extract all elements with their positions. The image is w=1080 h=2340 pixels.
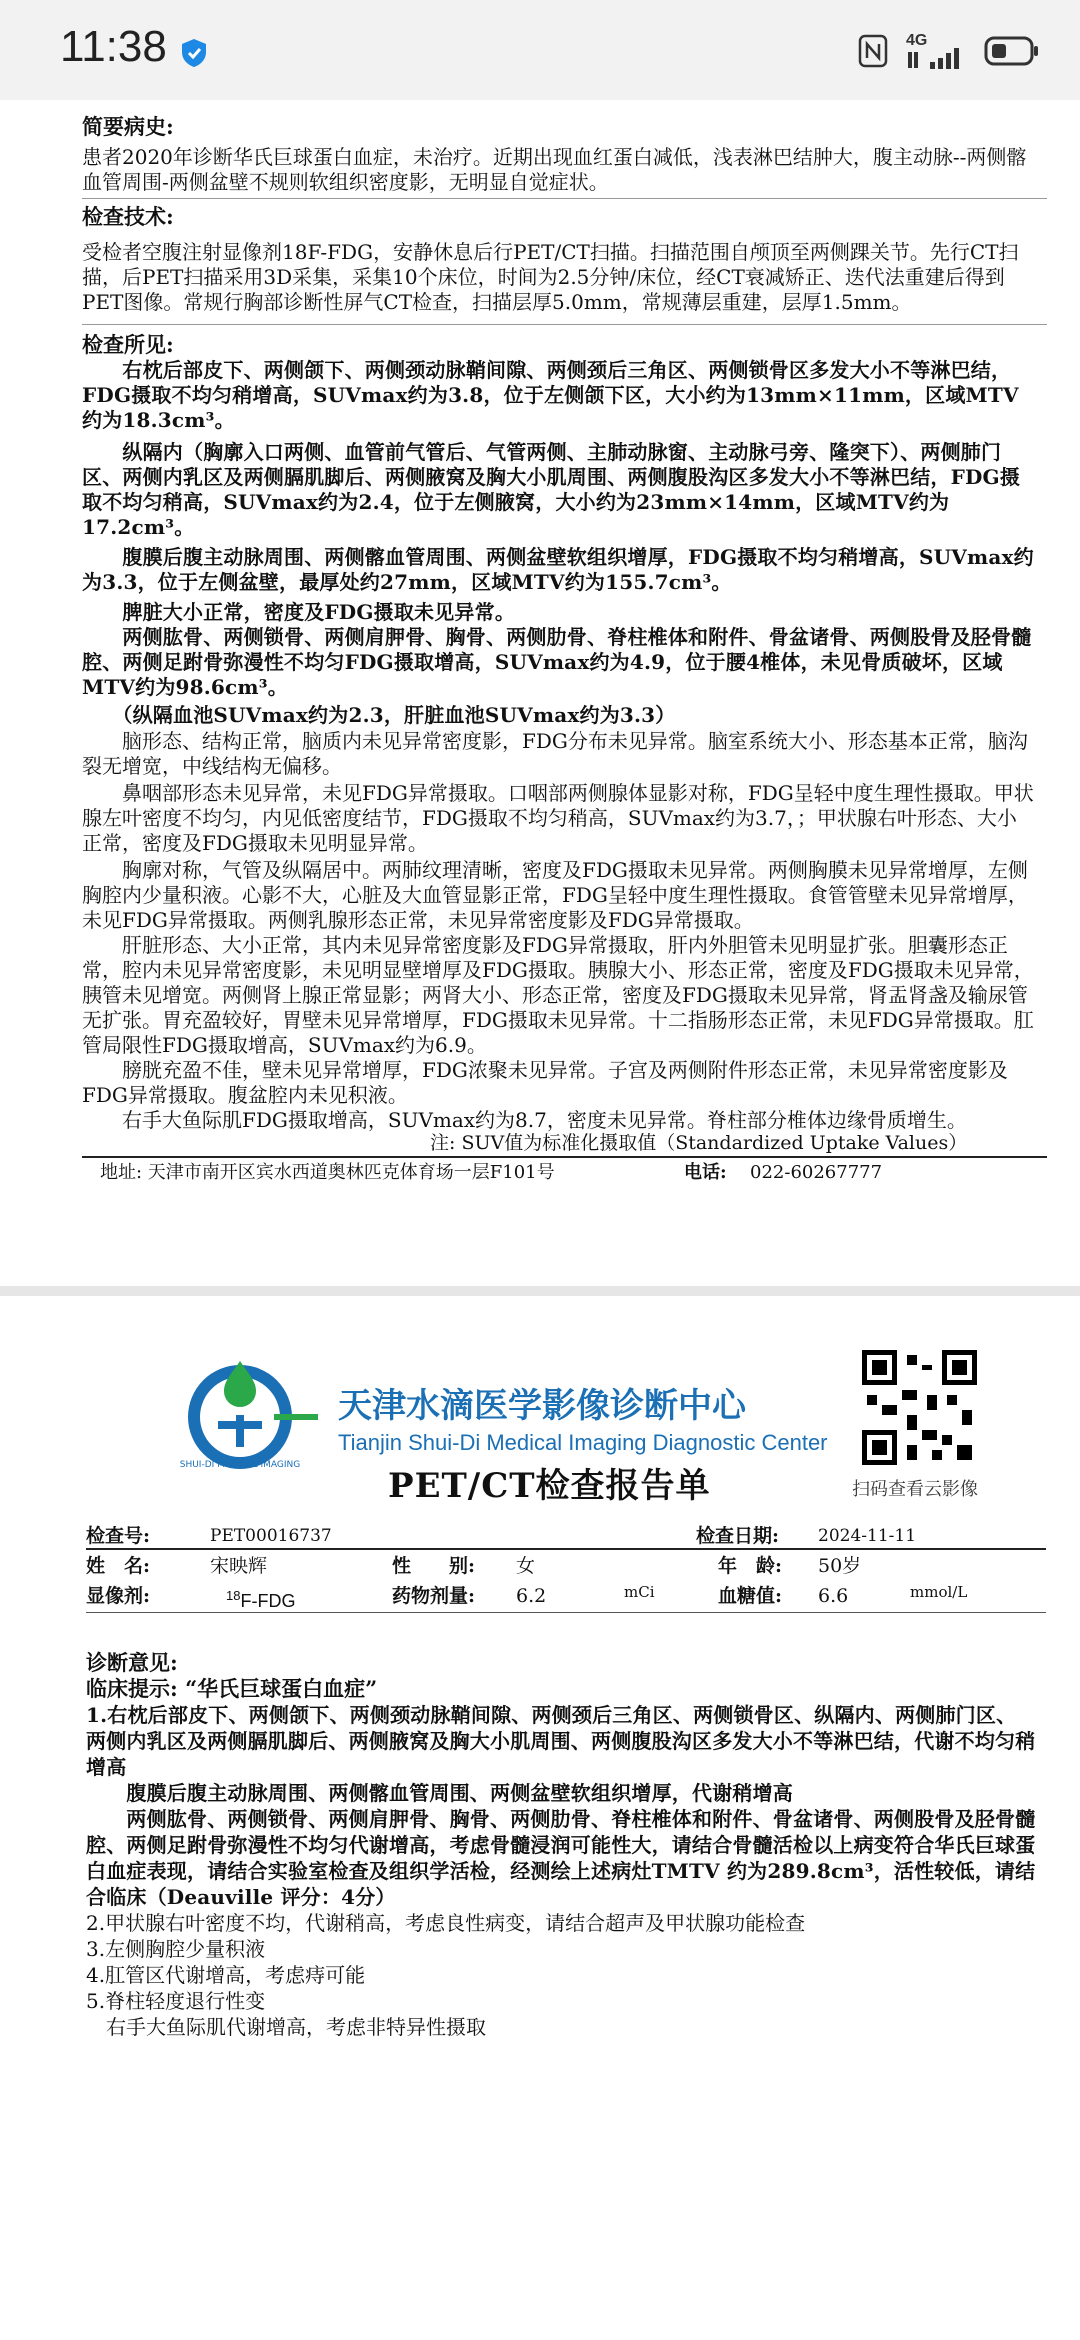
diagnosis-1-bone: 两侧肱骨、两侧锁骨、两侧肩胛骨、胸骨、两侧肋骨、脊柱椎体和附件、骨盆诸骨、两侧股骨及胫骨髓腔、两侧足跗骨弥漫性不均匀代谢增高，考虑骨髓浸润可能性大，请结合骨髓活检以上病变符合华氏巨球蛋白血症表现，请结合实验室检查及组织学活检，经测绘上述病灶TMTV 约为289.8cm³，活性较低，请结合临床（Deauville 评分：4分） [86, 1807, 1036, 1909]
tracer-name: F-FDG [240, 1591, 296, 1611]
address: 地址: 天津市南开区宾水西道奥林匹克体育场一层F101号 [100, 1162, 555, 1183]
exam-date-label: 检查日期: [696, 1525, 780, 1547]
phone-label: 电话: [684, 1162, 727, 1183]
history-text: 患者2020年诊断华氏巨球蛋白血症，未治疗。近期出现血红蛋白减低，浅表淋巴结肿大，腹主动脉--两侧髂血管周围-两侧盆壁不规则软组织密度影，无明显自觉症状。 [82, 145, 1027, 194]
normal-abdomen: 肝脏形态、大小正常，其内未见异常密度影及FDG异常摄取，肝内外胆管未见明显扩张。胆囊形态正常，腔内未见异常密度影，未见明显壁增厚及FDG摄取。胰腺大小、形态正常，密度及FDG摄取未见异常，胰管未见增宽。两侧肾上腺正常显影；两肾大小、形态正常，密度及FDG摄取未见异常，肾盂肾盏及输尿管无扩张。胃充盈较好，胃壁未见异常增厚，FDG摄取未见异常。十二指肠形态正常，未见FDG异常摄取。肛管局限性FDG摄取增高，SUVmax约为6.9。 [82, 933, 1034, 1057]
diagnosis-6: 右手大鱼际肌代谢增高，考虑非特异性摄取 [86, 2015, 486, 2039]
diagnosis-heading: 诊断意见: [86, 1650, 178, 1675]
exam-date: 2024-11-11 [818, 1526, 917, 1546]
status-icons [858, 30, 1040, 72]
tracer-label: 显像剂: [86, 1585, 151, 1607]
finding-spleen: 脾脏大小正常，密度及FDG摄取未见异常。 [82, 600, 516, 624]
diagnosis-5: 5.脊柱轻度退行性变 [86, 1989, 266, 2013]
divider [82, 198, 1047, 199]
qr-caption: 扫码查看云影像 [852, 1479, 978, 1500]
exam-no-label: 检查号: [86, 1525, 151, 1547]
center-name-en: Tianjin Shui-Di Medical Imaging Diagnostic Center [338, 1430, 828, 1455]
finding-retroperitoneum: 腹膜后腹主动脉周围、两侧髂血管周围、两侧盆壁软组织增厚，FDG摄取不均匀稍增高，SUVmax约为3.3，位于左侧盆壁，最厚处约27mm，区域MTV约为155.7cm³。 [82, 545, 1034, 594]
suv-note: 注: SUV值为标准化摄取值（Standardized Uptake Values） [430, 1132, 968, 1154]
diagnosis-3: 3.左侧胸腔少量积液 [86, 1937, 266, 1961]
finding-lymph-chest: 纵隔内（胸廓入口两侧、血管前气管后、气管两侧、主肺动脉窗、主动脉弓旁、隆突下）、两侧肺门区、两侧内乳区及两侧膈肌脚后、两侧腋窝及胸大小肌周围、两侧腹股沟区多发大小不等淋巴结，FDG摄取不均匀稍高，SUVmax约为2.4，位于左侧腋窝，大小约为23mm×14mm，区域MTV约为17.2cm³。 [82, 440, 1021, 539]
history-heading: 简要病史: [82, 114, 174, 139]
dose-unit: mCi [624, 1583, 655, 1601]
header-divider [86, 1548, 1046, 1550]
info-divider [86, 1612, 1046, 1613]
findings-heading: 检查所见: [82, 332, 174, 357]
dose-label: 药物剂量: [392, 1585, 476, 1607]
logo-ring-text: SHUI-DI MEDICAL IMAGING [179, 1460, 301, 1470]
finding-blood-pool: （纵隔血池SUVmax约为2.3，肝脏血池SUVmax约为3.3） [82, 703, 676, 727]
phone-number: 022-60267777 [750, 1162, 883, 1183]
glucose-label: 血糖值: [718, 1585, 783, 1607]
status-time: 11:38 [60, 22, 167, 71]
sex-label: 性 别: [392, 1555, 476, 1577]
center-name-cn: 天津水滴医学影像诊断中心 [338, 1386, 746, 1426]
footer-divider [82, 1156, 1047, 1158]
tracer-isotope: 18 [226, 1588, 241, 1603]
tracer [226, 1584, 295, 1613]
technique-text: 受检者空腹注射显像剂18F-FDG，安静休息后行PET/CT扫描。扫描范围自颅顶至两侧踝关节。先行CT扫描，后PET扫描采用3D采集，采集10个床位，时间为2.5分钟/床位，经CT衰减矫正、迭代法重建后得到PET图像。常规行胸部诊断性屏气CT检查，扫描层厚5.0mm，常规薄层重建，层厚1.5mm。 [82, 240, 1019, 314]
signal-icon [906, 34, 966, 68]
divider [82, 324, 1047, 325]
glucose-unit: mmol/L [910, 1583, 968, 1601]
diagnosis-2: 2.甲状腺右叶密度不均，代谢稍高，考虑良性病变，请结合超声及甲状腺功能检查 [86, 1911, 806, 1935]
page-separator [0, 1286, 1080, 1296]
name-label: 姓 名: [86, 1555, 151, 1577]
diagnosis-4: 4.肛管区代谢增高，考虑痔可能 [86, 1963, 366, 1987]
normal-neck: 鼻咽部形态未见异常，未见FDG异常摄取。口咽部两侧腺体显影对称，FDG呈轻中度生理性摄取。甲状腺左叶密度不均匀，内见低密度结节，FDG摄取不均匀稍高，SUVmax约为3.7，；甲状腺右叶形态、大小正常，密度及FDG摄取未见明显异常。 [82, 781, 1034, 855]
finding-lymph-neck: 右枕后部皮下、两侧颌下、两侧颈动脉鞘间隙、两侧颈后三角区、两侧锁骨区多发大小不等淋巴结，FDG摄取不均匀稍增高，SUVmax约为3.8，位于左侧颌下区，大小约为13mm×11mm，区域MTV约为18.3cm³。 [82, 358, 1019, 432]
diagnosis-1-retroperitoneum: 腹膜后腹主动脉周围、两侧髂血管周围、两侧盆壁软组织增厚，代谢稍增高 [86, 1781, 793, 1805]
center-logo [178, 1355, 323, 1475]
technique-heading: 检查技术: [82, 204, 174, 229]
diagnosis-1: 1.右枕后部皮下、两侧颌下、两侧颈动脉鞘间隙、两侧颈后三角区、两侧锁骨区、纵隔内、两侧肺门区、两侧内乳区及两侧膈肌脚后、两侧腋窝及胸大小肌周围、两侧腹股沟区多发大小不等淋巴结，代谢不均匀稍增高 [86, 1703, 1036, 1779]
patient-sex: 女 [516, 1555, 536, 1577]
shield-icon [180, 38, 208, 68]
exam-no: PET00016737 [210, 1526, 332, 1546]
normal-chest: 胸廓对称，气管及纵隔居中。两肺纹理清晰，密度及FDG摄取未见异常。两侧胸膜未见异常增厚，左侧胸腔内少量积液。心影不大，心脏及大血管显影正常，FDG呈轻中度生理性摄取。食管管壁未见异常增厚，未见FDG异常摄取。两侧乳腺形态正常，未见异常密度影及FDG异常摄取。 [82, 858, 1028, 932]
qr-code[interactable] [862, 1350, 977, 1465]
finding-bone: 两侧肱骨、两侧锁骨、两侧肩胛骨、胸骨、两侧肋骨、脊柱椎体和附件、骨盆诸骨、两侧股骨及胫骨髓腔、两侧足跗骨弥漫性不均匀FDG摄取增高，SUVmax约为4.9，位于腰4椎体，未见骨质破坏，区域MTV约为98.6cm³。 [82, 625, 1032, 699]
network-type: 4G [906, 32, 928, 49]
glucose-value: 6.6 [818, 1585, 849, 1607]
report-title: PET/CT检查报告单 [388, 1466, 711, 1506]
status-bar [0, 0, 1080, 100]
clinical-hint: 临床提示: “华氏巨球蛋白血症” [86, 1676, 378, 1701]
normal-other: 右手大鱼际肌FDG摄取增高，SUVmax约为8.7，密度未见异常。脊柱部分椎体边缘骨质增生。 [82, 1108, 967, 1132]
battery-icon [984, 36, 1040, 66]
normal-brain: 脑形态、结构正常，脑质内未见异常密度影，FDG分布未见异常。脑室系统大小、形态基本正常，脑沟裂无增宽，中线结构无偏移。 [82, 729, 1028, 778]
patient-name: 宋映辉 [210, 1555, 268, 1577]
normal-pelvis: 膀胱充盈不佳，壁未见异常增厚，FDG浓聚未见异常。子宫及两侧附件形态正常，未见异常密度影及FDG异常摄取。腹盆腔内未见积液。 [82, 1058, 1008, 1107]
age-label: 年 龄: [718, 1555, 783, 1577]
dose-value: 6.2 [516, 1585, 547, 1607]
nfc-icon [858, 34, 888, 68]
patient-age: 50岁 [818, 1555, 862, 1577]
